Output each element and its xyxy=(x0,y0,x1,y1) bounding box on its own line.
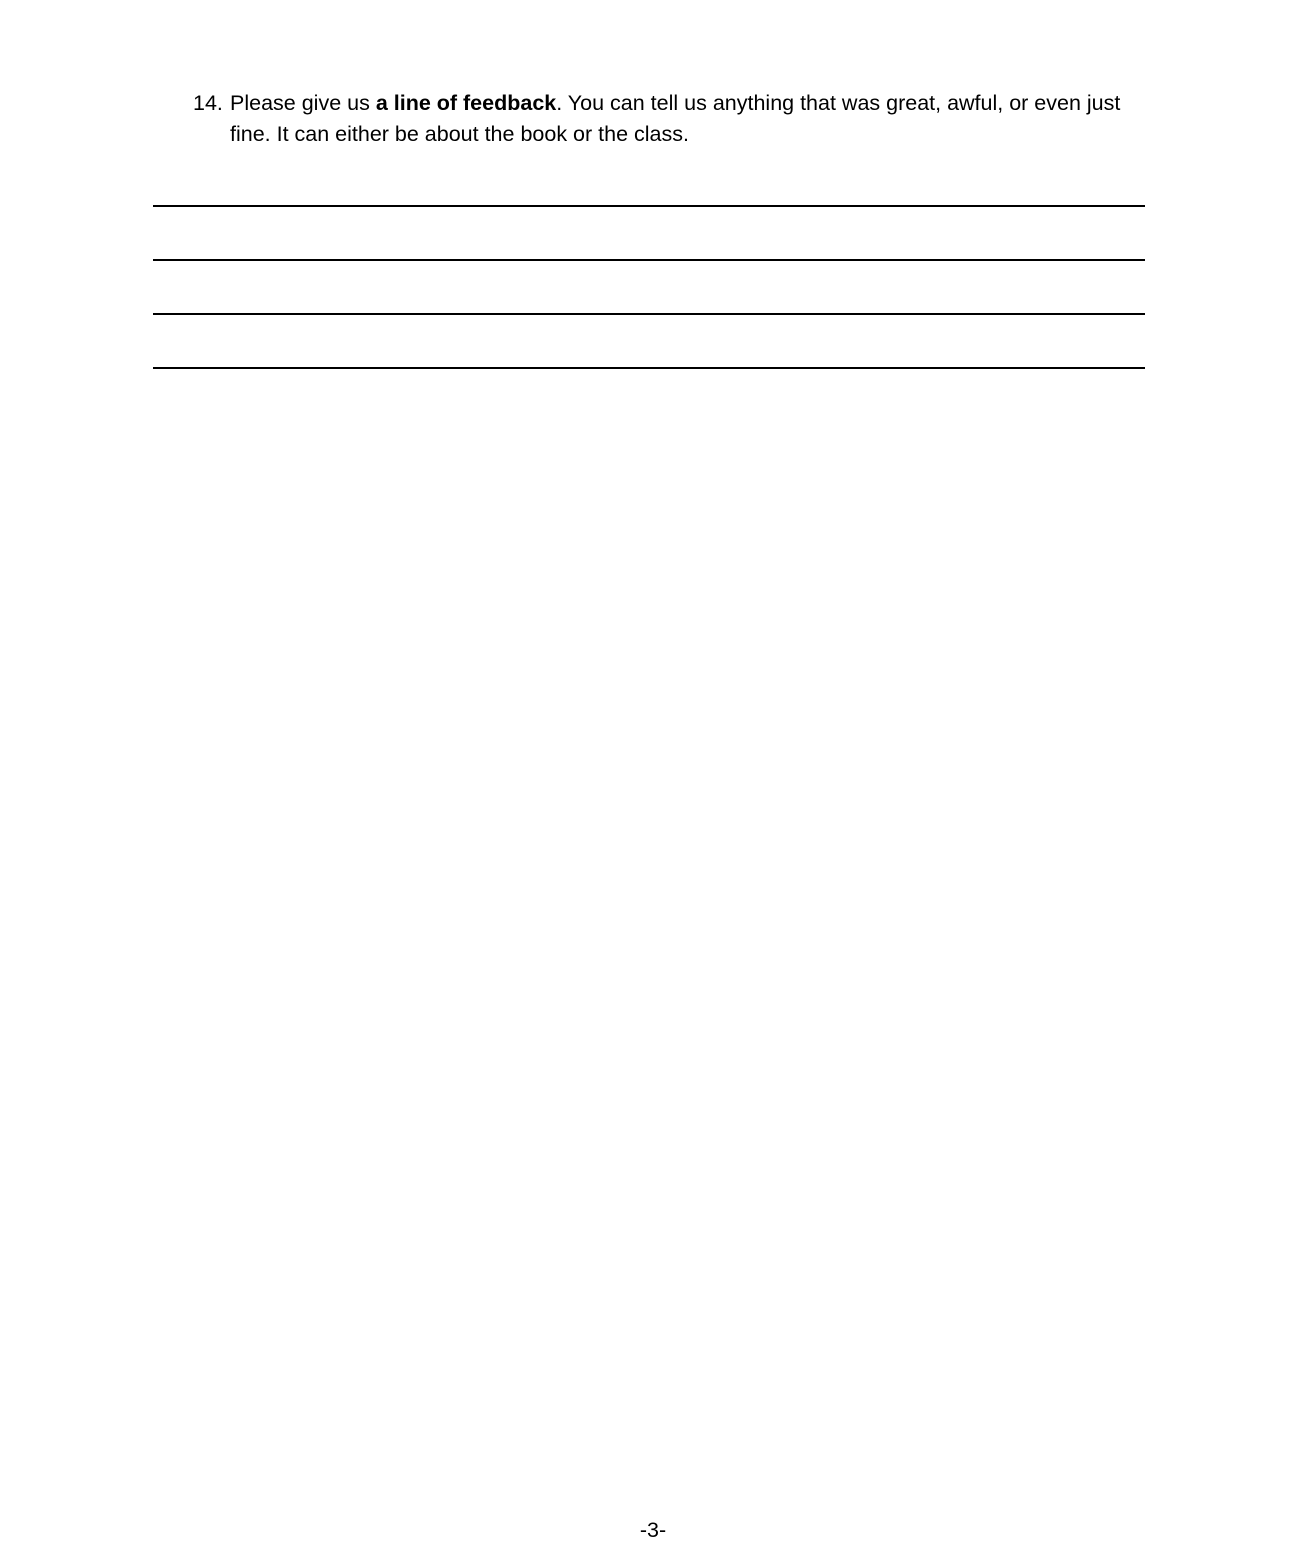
question-text-before: Please give us xyxy=(230,91,376,115)
answer-line[interactable] xyxy=(153,205,1145,207)
question-text-after: . You can tell us anything that was great, awful, or even just fine. It can either be about the book or the class. xyxy=(230,91,1121,146)
question-number: 14. xyxy=(193,91,223,115)
page-number: -3- xyxy=(639,1518,667,1542)
question-text-bold: a line of feedback xyxy=(375,91,557,115)
question-text xyxy=(230,88,1123,150)
answer-line[interactable] xyxy=(153,259,1145,261)
question-14 xyxy=(193,88,1123,150)
answer-line[interactable] xyxy=(153,313,1145,315)
answer-line[interactable] xyxy=(153,367,1145,369)
